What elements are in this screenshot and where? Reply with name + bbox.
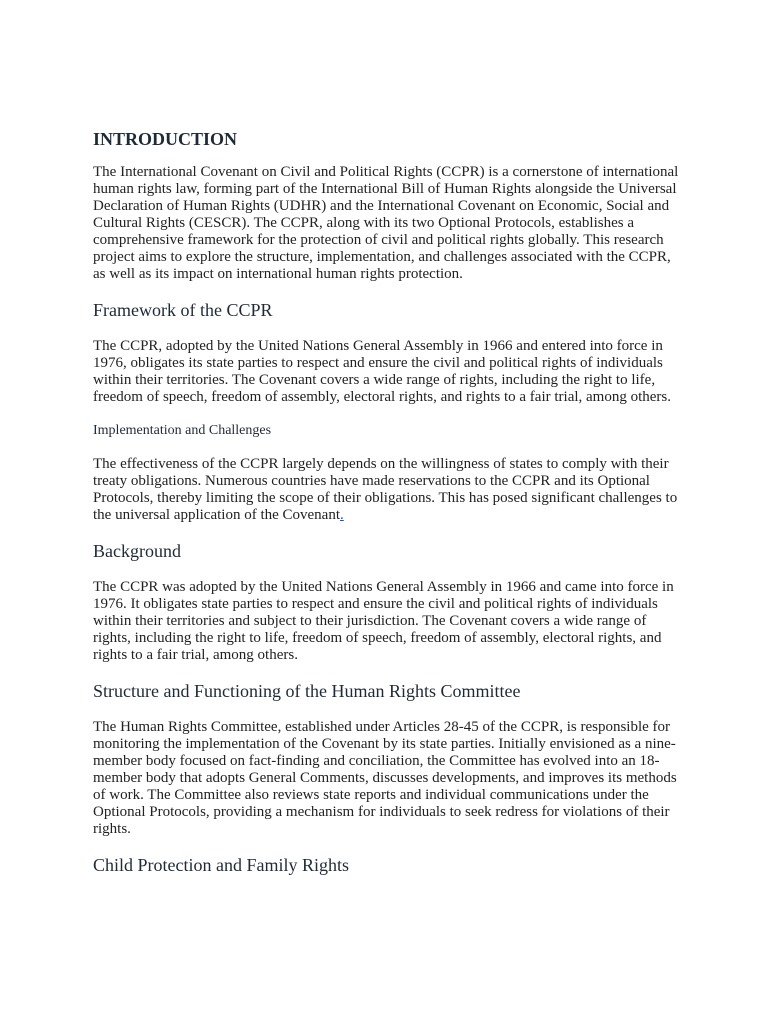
document-page <box>93 128 683 893</box>
implementation-paragraph <box>93 456 683 524</box>
intro-paragraph: The International Covenant on Civil and Political Rights (CCPR) is a cornerstone of international human rights law, forming part of the International Bill of Human Rights alongside the Universal Declaration of Human Rights (UDHR) and the International Covenant on Economic, Social and Cultural Rights (CESCR). The CCPR, along with its two Optional Protocols, establishes a comprehensive framework for the protection of civil and political rights globally. This research project aims to explore the structure, implementation, and challenges associated with the CCPR, as well as its impact on international human rights protection. <box>93 164 679 282</box>
background-paragraph: The CCPR was adopted by the United Nations General Assembly in 1966 and came into force in 1976. It obligates state parties to respect and ensure the civil and political rights of individuals within their territories and subject to their jurisdiction. The Covenant covers a wide range of rights, including the right to life, freedom of speech, freedom of assembly, electoral rights, and rights to a fair trial, among others. <box>93 579 674 663</box>
structure-paragraph: The Human Rights Committee, established under Articles 28-45 of the CCPR, is responsible for monitoring the implementation of the Covenant by its state parties. Initially envisioned as a nine-member body focused on fact-finding and conciliation, the Committee has evolved into an 18-member body that adopts General Comments, discusses developments, and improves its methods of work. The Committee also reviews state reports and individual communications under the Optional Protocols, providing a mechanism for individuals to seek redress for violations of their rights. <box>93 719 677 837</box>
footnote-link[interactable]: . <box>340 507 344 523</box>
page-title: INTRODUCTION <box>93 129 238 149</box>
child-protection-heading: Child Protection and Family Rights <box>93 855 349 875</box>
structure-heading: Structure and Functioning of the Human Rights Committee <box>93 681 521 701</box>
framework-heading: Framework of the CCPR <box>93 300 273 320</box>
implementation-heading: Implementation and Challenges <box>93 423 272 438</box>
framework-paragraph: The CCPR, adopted by the United Nations General Assembly in 1966 and entered into force in 1976, obligates its state parties to respect and ensure the civil and political rights of individuals within their territories. The Covenant covers a wide range of rights, including the right to life, freedom of speech, freedom of assembly, electoral rights, and rights to a fair trial, among others. <box>93 338 671 405</box>
implementation-text: The effectiveness of the CCPR largely depends on the willingness of states to comply with their treaty obligations. Numerous countries have made reservations to the CCPR and its Optional Protocols, thereby limiting the scope of their obligations. This has posed significant challenges to the universal application of the Covenant <box>93 456 678 523</box>
background-heading: Background <box>93 541 181 561</box>
